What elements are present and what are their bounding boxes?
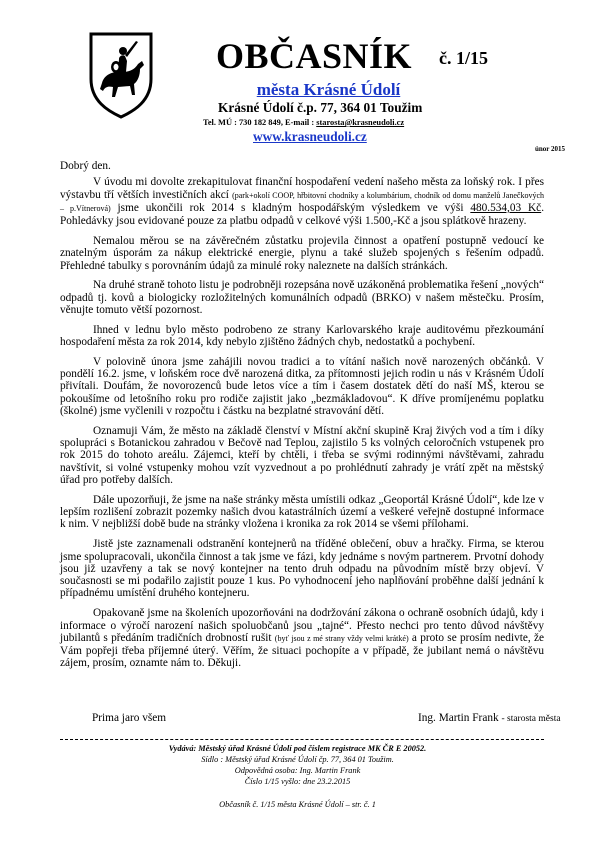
paragraph-text: jsme ukončili rok 2014 s kladným hospodářským výsledkem ve výši (117, 201, 464, 214)
letter-body (60, 160, 544, 677)
paragraph-garden: Oznamuji Vám, že město na základě členství v Místní akční skupině Kraj živých vod a tím i díky spolupráci s Botanickou zahradou v Bečově nad Teplou, zajistilo 5 ks volných celoročních vstupenek pro rok 2015 do tohoto areálu. Zájemci, kteří by chtěli, i třeba se svými rodinnými návštěvami, zahradu navštívit, si volné vstupenky mohou vzít vyzvednout a po prohlédnutí zahrady je vrátí zpět na městský úřad pro potřeby dalších. (60, 424, 544, 487)
town-crest-icon (88, 31, 154, 119)
paragraph-text: Opakovaně jsme na školeních upozorňováni na dodržování zákona o ochraně osobních údajů, kdy i informace o výročí narození našich spoluobčanů jsou „tajné“. Přesto nechci pro tento důvod návštěvy jubilantů s předáním tradičních drobností rušit (60, 607, 544, 644)
paragraph-jubilees (60, 607, 544, 669)
paragraph-geoportal: Dále upozorňuji, že jsme na naše stránky města umístili odkaz „Geoportál Krásné Údolí“, kde lze v lepším rozlišení zobrazit pozemky našich dvou katastrálních území a veškeré veřejně dostupné informace k nim. V nejbližší době bude na stránky vložena i kronika za rok 2014 se všemi přílohami. (60, 493, 544, 531)
website-link[interactable]: www.krasneudoli.cz (253, 129, 367, 144)
footer-issue-number: Číslo 1/15 vyšlo: dne 23.2.2015 (244, 777, 351, 786)
issue-number: č. 1/15 (439, 48, 488, 68)
footer-divider (60, 739, 544, 740)
visit-note: (byť jsou z mé strany vždy velmi krátké) (274, 633, 409, 643)
paragraph-containers: Jistě jste zaznamenali odstranění kontejnerů na tříděné oblečení, obuv a hračky. Firma, se kterou jsme spolupracovali, ukončila činnost a tak jsme ve fázi, kdy jednáme s novým partnerem. Prvotní dohody jsou již uzavřeny a tak se nový kontejner na tento druh odpadu na původním místě brzy objeví. V současnosti se mi podařilo zajistit pouze 1 kus. Po vyhodnocení jeho naplňování proběhne další jednání k případnému umístění druhého kontejneru. (60, 538, 544, 600)
mayor-role: - starosta města (501, 714, 561, 724)
paragraph-text: . Pohledávky jsou evidované pouze za platbu odpadů v celkové výši 1.500,-Kč a jsou splátkově hrazeny. (60, 201, 545, 228)
paragraph-savings: Nemalou měrou se na závěrečném zůstatku projevila činnost a opatření postupně vedoucí ke znatelným úsporám za nákup elektrické energie, plynu a také služeb spojených s řešením odpadů. Přehledné tabulky s porovnáním údajů za minulé roky naleznete na dalších stránkách. (60, 234, 544, 272)
paragraph-text: a proto se prosím nedivte, že Vám popřeji třeba příjemné úterý. Věřím, že situaci pochopíte a v případě, že jubilant nemá o návštěvu zájem, prosím, oznamte nám to. Děkuji. (60, 631, 545, 670)
phone-text: Tel. MÚ : 730 182 849, E-mail : (203, 118, 315, 127)
footer-responsible: Odpovědná osoba: Ing. Martin Frank (234, 766, 361, 775)
paragraph-finance (60, 176, 544, 227)
signature-line (92, 712, 561, 724)
surplus-amount: 480.534,03 Kč (470, 201, 542, 214)
paragraph-newborns: V polovině února jsme zahájili novou tradici a to vítání našich nově narozených občánků. V pondělí 16.2. jsme, v loňském roce dvě narozená ditka, za přítomnosti jejich rodin u nás v Krásném Údolí přivítali. Doufám, že novorozenců bude letos více a tím i časem dostatek dětí do naší MŠ, kterou se pokoušíme od letošního roku pro rodiče zajistit jako „bezmákladovou“. K dříve promíjenému poplatku (školné) jsme vyčlenili v rozpočtu i částku na bezplatné stravování dětí. (60, 355, 544, 418)
footer-publisher: Vydává: Městský úřad Krásné Údolí pod číslem registrace MK ČR E 20052. (168, 744, 427, 753)
mayor-name: Ing. Martin Frank (418, 712, 499, 724)
email-link[interactable]: starosta@krasneudoli.cz (316, 118, 405, 127)
paragraph-audit: Ihned v lednu bylo město podrobeno ze strany Karlovarského kraje auditovému přezkoumání hospodaření města za rok 2014, kdy nebylo zjištěno žádných chyb, nedostatků a pochybení. (60, 323, 544, 349)
signatory (418, 712, 561, 724)
greeting: Dobrý den. (60, 160, 111, 172)
issue-date: únor 2015 (535, 145, 566, 153)
paragraph-waste: Na druhé straně tohoto listu je podrobněji rozepsána nově uzákoněná problematika řešení „nových“ odpadů tj. kovů a biologicky rozložitelných komunálních odpadů (BRKO) v našem městečku. Prosím, věnujte tomuto větší pozornost. (60, 279, 544, 316)
closing-greeting: Prima jaro všem (92, 712, 167, 724)
footer-page-label: Občasník č. 1/15 města Krásné Údolí – str. č. 1 (219, 800, 376, 809)
town-name-link[interactable]: města Krásné Údolí (256, 80, 401, 99)
footer-seat: Sídlo : Městský úřad Krásné Údolí čp. 77, 364 01 Toužim. (201, 755, 394, 764)
newsletter-title: OBČASNÍK (216, 36, 413, 76)
town-address: Krásné Údolí č.p. 77, 364 01 Toužim (218, 100, 423, 115)
investment-note: (park+okolí COOP, hřbitovní chodníky a kolumbárium, chodník od domu manželů Janečkových – p.Vítnerová) (60, 190, 545, 213)
paragraph-text: V úvodu mi dovolte zrekapitulovat finanční hospodaření vedení našeho města za loňský rok. I přes výstavbu tří větších investičních akcí (60, 176, 544, 201)
contact-line (203, 118, 404, 127)
